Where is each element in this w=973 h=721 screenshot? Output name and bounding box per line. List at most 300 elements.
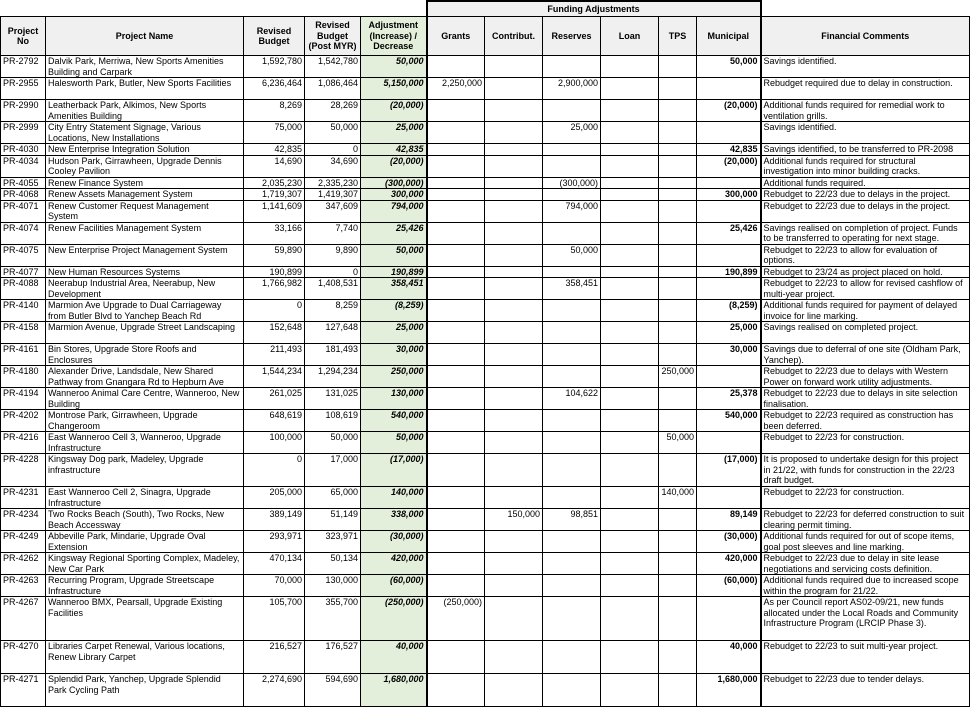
tps-cell [659, 344, 697, 366]
grants-cell [427, 177, 485, 189]
reserves-cell [543, 322, 601, 344]
adjustment-cell: 140,000 [361, 487, 427, 509]
tps-cell [659, 244, 697, 266]
municipal-cell [697, 432, 761, 454]
table-row [1, 144, 970, 156]
table-row [1, 122, 970, 144]
tps-cell [659, 410, 697, 432]
tps-cell [659, 674, 697, 707]
revised-budget-post-myr-cell: 2,335,230 [305, 177, 361, 189]
grants-cell [427, 674, 485, 707]
contributions-cell [485, 56, 543, 78]
financial-comment-cell: Savings identified. [761, 56, 970, 78]
loan-cell [601, 56, 659, 78]
project-no-cell: PR-4202 [1, 410, 46, 432]
loan-cell [601, 144, 659, 156]
loan-cell [601, 553, 659, 575]
municipal-cell [697, 122, 761, 144]
project-name-cell: Neerabup Industrial Area, Neerabup, New Development [46, 278, 244, 300]
adjustment-cell: 5,150,000 [361, 78, 427, 100]
grants-cell [427, 300, 485, 322]
table-row [1, 222, 970, 244]
table-row [1, 388, 970, 410]
revised-budget-post-myr-cell: 65,000 [305, 487, 361, 509]
reserves-cell [543, 100, 601, 122]
revised-budget-cell: 105,700 [244, 597, 305, 641]
reserves-cell [543, 553, 601, 575]
municipal-cell [697, 200, 761, 222]
revised-budget-cell: 2,274,690 [244, 674, 305, 707]
grants-cell [427, 244, 485, 266]
project-name-cell: New Enterprise Project Management System [46, 244, 244, 266]
grants-cell [427, 155, 485, 177]
tps-cell [659, 300, 697, 322]
project-no-cell: PR-4030 [1, 144, 46, 156]
revised-budget-post-myr-cell: 50,000 [305, 432, 361, 454]
column-header-row [1, 17, 970, 56]
tps-cell [659, 122, 697, 144]
table-row [1, 487, 970, 509]
municipal-cell: (20,000) [697, 155, 761, 177]
funding-adjustments-heading: Funding Adjustments [427, 1, 761, 17]
adjustment-cell: (250,000) [361, 597, 427, 641]
adjustment-cell: 190,899 [361, 266, 427, 278]
reserves-cell [543, 300, 601, 322]
financial-comment-cell: It is proposed to undertake design for this project in 21/22, with funds for construction in the 22/23 draft budget. [761, 454, 970, 487]
loan-cell [601, 641, 659, 674]
revised-budget-post-myr-cell: 8,259 [305, 300, 361, 322]
project-no-cell: PR-4249 [1, 531, 46, 553]
tps-cell [659, 266, 697, 278]
adjustment-cell: 40,000 [361, 641, 427, 674]
revised-budget-cell: 0 [244, 454, 305, 487]
grants-cell [427, 322, 485, 344]
grants-cell [427, 200, 485, 222]
table-row [1, 432, 970, 454]
loan-cell [601, 155, 659, 177]
project-name-cell: Renew Customer Request Management System [46, 200, 244, 222]
project-name-cell: East Wanneroo Cell 2, Sinagra, Upgrade Infrastructure [46, 487, 244, 509]
contributions-cell [485, 344, 543, 366]
loan-cell [601, 487, 659, 509]
revised-budget-post-myr-cell: 347,609 [305, 200, 361, 222]
grants-cell [427, 388, 485, 410]
reserves-cell: 25,000 [543, 122, 601, 144]
project-name-cell: Halesworth Park, Butler, New Sports Facilities [46, 78, 244, 100]
financial-comment-cell: Rebudget to 22/23 required as construction has been deferred. [761, 410, 970, 432]
municipal-cell [697, 487, 761, 509]
contributions-cell [485, 200, 543, 222]
loan-cell [601, 278, 659, 300]
loan-cell [601, 388, 659, 410]
revised-budget-post-myr-cell: 50,000 [305, 122, 361, 144]
loan-cell [601, 189, 659, 201]
revised-budget-post-myr-cell: 7,740 [305, 222, 361, 244]
reserves-cell [543, 155, 601, 177]
adjustment-cell: 50,000 [361, 432, 427, 454]
project-name-cell: Dalvik Park, Merriwa, New Sports Amenities Building and Carpark [46, 56, 244, 78]
tps-cell [659, 641, 697, 674]
project-no-cell: PR-4271 [1, 674, 46, 707]
revised-budget-post-myr-cell: 1,294,234 [305, 366, 361, 388]
adjustment-cell: (8,259) [361, 300, 427, 322]
revised-budget-cell: 70,000 [244, 575, 305, 597]
table-row [1, 509, 970, 531]
loan-cell [601, 366, 659, 388]
tps-cell [659, 553, 697, 575]
contributions-cell [485, 575, 543, 597]
table-row [1, 454, 970, 487]
revised-budget-cell: 648,619 [244, 410, 305, 432]
reserves-cell [543, 531, 601, 553]
tps-cell [659, 78, 697, 100]
revised-budget-post-myr-cell: 181,493 [305, 344, 361, 366]
adjustment-cell: (60,000) [361, 575, 427, 597]
table-body [1, 56, 970, 707]
col-header-revised-budget: Revised Budget [244, 17, 305, 56]
financial-comment-cell: Rebudget to 22/23 to allow for revised cashflow of multi-year project. [761, 278, 970, 300]
tps-cell: 50,000 [659, 432, 697, 454]
revised-budget-post-myr-cell: 1,419,307 [305, 189, 361, 201]
loan-cell [601, 266, 659, 278]
table-row [1, 366, 970, 388]
municipal-cell: 40,000 [697, 641, 761, 674]
col-header-grants: Grants [427, 17, 485, 56]
project-no-cell: PR-4088 [1, 278, 46, 300]
project-name-cell: City Entry Statement Signage, Various Locations, New Installations [46, 122, 244, 144]
reserves-cell [543, 344, 601, 366]
project-no-cell: PR-4231 [1, 487, 46, 509]
loan-cell [601, 300, 659, 322]
table-row [1, 597, 970, 641]
project-no-cell: PR-4270 [1, 641, 46, 674]
contributions-cell [485, 222, 543, 244]
project-no-cell: PR-4074 [1, 222, 46, 244]
revised-budget-post-myr-cell: 34,690 [305, 155, 361, 177]
loan-cell [601, 177, 659, 189]
project-no-cell: PR-4071 [1, 200, 46, 222]
table-row [1, 266, 970, 278]
financial-comment-cell: Additional funds required for remedial work to ventilation grills. [761, 100, 970, 122]
municipal-cell: 300,000 [697, 189, 761, 201]
loan-cell [601, 597, 659, 641]
col-header-municipal: Municipal [697, 17, 761, 56]
table-row [1, 177, 970, 189]
loan-cell [601, 674, 659, 707]
loan-cell [601, 100, 659, 122]
revised-budget-cell: 1,766,982 [244, 278, 305, 300]
revised-budget-cell: 0 [244, 300, 305, 322]
project-name-cell: Renew Facilities Management System [46, 222, 244, 244]
financial-comment-cell: Rebudget to 22/23 to suit multi-year project. [761, 641, 970, 674]
grants-cell: 2,250,000 [427, 78, 485, 100]
financial-comment-cell: Rebudget to 22/23 to allow for evaluation of options. [761, 244, 970, 266]
municipal-cell: 25,000 [697, 322, 761, 344]
reserves-cell [543, 144, 601, 156]
revised-budget-cell: 190,899 [244, 266, 305, 278]
revised-budget-cell: 2,035,230 [244, 177, 305, 189]
adjustment-cell: (20,000) [361, 155, 427, 177]
revised-budget-post-myr-cell: 1,408,531 [305, 278, 361, 300]
contributions-cell [485, 177, 543, 189]
contributions-cell [485, 597, 543, 641]
project-no-cell: PR-2792 [1, 56, 46, 78]
reserves-cell [543, 575, 601, 597]
project-no-cell: PR-2990 [1, 100, 46, 122]
project-no-cell: PR-4180 [1, 366, 46, 388]
funding-group-header-row [1, 1, 970, 17]
revised-budget-post-myr-cell: 108,619 [305, 410, 361, 432]
tps-cell [659, 100, 697, 122]
municipal-cell [697, 177, 761, 189]
project-name-cell: Splendid Park, Yanchep, Upgrade Splendid Park Cycling Path [46, 674, 244, 707]
contributions-cell [485, 487, 543, 509]
revised-budget-cell: 59,890 [244, 244, 305, 266]
project-no-cell: PR-4077 [1, 266, 46, 278]
municipal-cell: 42,835 [697, 144, 761, 156]
reserves-cell: 98,851 [543, 509, 601, 531]
contributions-cell [485, 432, 543, 454]
project-no-cell: PR-4158 [1, 322, 46, 344]
reserves-cell [543, 641, 601, 674]
table-row [1, 189, 970, 201]
tps-cell [659, 200, 697, 222]
financial-comment-cell: Additional funds required for out of scope items, goal post sleeves and line marking. [761, 531, 970, 553]
financial-comment-cell: Savings identified. [761, 122, 970, 144]
revised-budget-cell: 1,719,307 [244, 189, 305, 201]
adjustment-cell: (300,000) [361, 177, 427, 189]
revised-budget-post-myr-cell: 130,000 [305, 575, 361, 597]
grants-cell [427, 553, 485, 575]
revised-budget-cell: 42,835 [244, 144, 305, 156]
project-name-cell: New Human Resources Systems [46, 266, 244, 278]
contributions-cell [485, 266, 543, 278]
financial-comment-cell: Rebudget to 22/23 due to delays in site selection finalisation. [761, 388, 970, 410]
loan-cell [601, 410, 659, 432]
table-row [1, 155, 970, 177]
loan-cell [601, 322, 659, 344]
project-name-cell: Libraries Carpet Renewal, Various locations, Renew Library Carpet [46, 641, 244, 674]
loan-cell [601, 509, 659, 531]
grants-cell [427, 575, 485, 597]
revised-budget-cell: 33,166 [244, 222, 305, 244]
financial-comment-cell: Rebudget to 22/23 for construction. [761, 487, 970, 509]
revised-budget-cell: 6,236,464 [244, 78, 305, 100]
reserves-cell: 104,622 [543, 388, 601, 410]
grants-cell [427, 189, 485, 201]
project-name-cell: Alexander Drive, Landsdale, New Shared Pathway from Gnangara Rd to Hepburn Ave [46, 366, 244, 388]
grants-cell [427, 266, 485, 278]
project-no-cell: PR-4228 [1, 454, 46, 487]
project-name-cell: Marmion Avenue, Upgrade Street Landscaping [46, 322, 244, 344]
revised-budget-cell: 293,971 [244, 531, 305, 553]
loan-cell [601, 344, 659, 366]
loan-cell [601, 244, 659, 266]
tps-cell [659, 388, 697, 410]
reserves-cell [543, 222, 601, 244]
adjustment-cell: 50,000 [361, 56, 427, 78]
project-name-cell: Wanneroo Animal Care Centre, Wanneroo, New Building [46, 388, 244, 410]
municipal-cell [697, 366, 761, 388]
grants-cell [427, 454, 485, 487]
table-row [1, 575, 970, 597]
table-row [1, 200, 970, 222]
project-name-cell: Wanneroo BMX, Pearsall, Upgrade Existing Facilities [46, 597, 244, 641]
financial-comment-cell: Rebudget to 22/23 due to delays with Western Power on forward work utility adjustments. [761, 366, 970, 388]
tps-cell [659, 531, 697, 553]
reserves-cell [543, 189, 601, 201]
loan-cell [601, 200, 659, 222]
project-no-cell: PR-4161 [1, 344, 46, 366]
table-row [1, 553, 970, 575]
reserves-cell: 2,900,000 [543, 78, 601, 100]
contributions-cell [485, 553, 543, 575]
adjustment-cell: 25,426 [361, 222, 427, 244]
col-header-project-no: Project No [1, 17, 46, 56]
adjustment-cell: 30,000 [361, 344, 427, 366]
project-name-cell: Montrose Park, Girrawheen, Upgrade Changeroom [46, 410, 244, 432]
loan-cell [601, 122, 659, 144]
revised-budget-post-myr-cell: 51,149 [305, 509, 361, 531]
financial-comment-cell: As per Council report AS02-09/21, new funds allocated under the Local Roads and Community Infrastructure Program (LRCIP Phase 3). [761, 597, 970, 641]
tps-cell [659, 222, 697, 244]
grants-cell [427, 509, 485, 531]
reserves-cell [543, 432, 601, 454]
revised-budget-cell: 152,648 [244, 322, 305, 344]
project-no-cell: PR-4234 [1, 509, 46, 531]
reserves-cell [543, 597, 601, 641]
grants-cell [427, 641, 485, 674]
revised-budget-post-myr-cell: 9,890 [305, 244, 361, 266]
municipal-cell: (17,000) [697, 454, 761, 487]
project-name-cell: Kingsway Dog park, Madeley, Upgrade infrastructure [46, 454, 244, 487]
revised-budget-cell: 1,592,780 [244, 56, 305, 78]
reserves-cell [543, 674, 601, 707]
project-no-cell: PR-4263 [1, 575, 46, 597]
revised-budget-cell: 205,000 [244, 487, 305, 509]
adjustment-cell: 42,835 [361, 144, 427, 156]
adjustment-cell: 250,000 [361, 366, 427, 388]
project-no-cell: PR-4034 [1, 155, 46, 177]
contributions-cell [485, 531, 543, 553]
contributions-cell [485, 78, 543, 100]
project-no-cell: PR-4267 [1, 597, 46, 641]
table-row [1, 322, 970, 344]
revised-budget-cell: 470,134 [244, 553, 305, 575]
revised-budget-post-myr-cell: 28,269 [305, 100, 361, 122]
loan-cell [601, 78, 659, 100]
revised-budget-post-myr-cell: 127,648 [305, 322, 361, 344]
municipal-cell: 89,149 [697, 509, 761, 531]
col-header-tps: TPS [659, 17, 697, 56]
municipal-cell: 50,000 [697, 56, 761, 78]
project-name-cell: Kingsway Regional Sporting Complex, Madeley, New Car Park [46, 553, 244, 575]
adjustment-cell: 25,000 [361, 122, 427, 144]
financial-comment-cell: Additional funds required. [761, 177, 970, 189]
revised-budget-post-myr-cell: 176,527 [305, 641, 361, 674]
contributions-cell [485, 189, 543, 201]
financial-comment-cell: Rebudget to 22/23 due to delays in the project. [761, 200, 970, 222]
financial-comment-cell: Rebudget to 22/23 due to delays in the project. [761, 189, 970, 201]
reserves-cell: 358,451 [543, 278, 601, 300]
col-header-project-name: Project Name [46, 17, 244, 56]
municipal-cell: 30,000 [697, 344, 761, 366]
loan-cell [601, 222, 659, 244]
revised-budget-cell: 14,690 [244, 155, 305, 177]
contributions-cell [485, 144, 543, 156]
municipal-cell: 1,680,000 [697, 674, 761, 707]
col-header-reserves: Reserves [543, 17, 601, 56]
grants-cell [427, 144, 485, 156]
table-row [1, 244, 970, 266]
grants-cell [427, 100, 485, 122]
financial-comment-cell: Additional funds required for payment of delayed invoice for line marking. [761, 300, 970, 322]
financial-comment-cell: Rebudget to 23/24 as project placed on hold. [761, 266, 970, 278]
revised-budget-post-myr-cell: 323,971 [305, 531, 361, 553]
revised-budget-cell: 211,493 [244, 344, 305, 366]
project-no-cell: PR-4216 [1, 432, 46, 454]
table-row [1, 674, 970, 707]
tps-cell [659, 597, 697, 641]
tps-cell [659, 177, 697, 189]
reserves-cell [543, 56, 601, 78]
revised-budget-post-myr-cell: 355,700 [305, 597, 361, 641]
reserves-cell [543, 454, 601, 487]
municipal-cell [697, 278, 761, 300]
reserves-cell [543, 487, 601, 509]
tps-cell [659, 509, 697, 531]
reserves-cell [543, 366, 601, 388]
project-no-cell: PR-4262 [1, 553, 46, 575]
revised-budget-cell: 389,149 [244, 509, 305, 531]
contributions-cell [485, 366, 543, 388]
project-name-cell: Hudson Park, Girrawheen, Upgrade Dennis Cooley Pavilion [46, 155, 244, 177]
financial-comment-cell: Savings due to deferral of one site (Oldham Park, Yanchep). [761, 344, 970, 366]
grants-cell [427, 531, 485, 553]
adjustment-cell: 50,000 [361, 244, 427, 266]
tps-cell [659, 278, 697, 300]
col-header-loan: Loan [601, 17, 659, 56]
revised-budget-cell: 100,000 [244, 432, 305, 454]
financial-comment-cell: Rebudget to 22/23 due to tender delays. [761, 674, 970, 707]
adjustment-cell: 25,000 [361, 322, 427, 344]
municipal-cell: (20,000) [697, 100, 761, 122]
municipal-cell [697, 244, 761, 266]
adjustment-cell: 300,000 [361, 189, 427, 201]
adjustment-cell: (30,000) [361, 531, 427, 553]
reserves-cell: 50,000 [543, 244, 601, 266]
revised-budget-cell: 1,141,609 [244, 200, 305, 222]
tps-cell [659, 189, 697, 201]
table-row [1, 531, 970, 553]
contributions-cell: 150,000 [485, 509, 543, 531]
adjustment-cell: 794,000 [361, 200, 427, 222]
revised-budget-post-myr-cell: 1,086,464 [305, 78, 361, 100]
adjustment-cell: 338,000 [361, 509, 427, 531]
tps-cell [659, 322, 697, 344]
tps-cell [659, 454, 697, 487]
project-name-cell: Renew Finance System [46, 177, 244, 189]
contributions-cell [485, 100, 543, 122]
project-no-cell: PR-4068 [1, 189, 46, 201]
municipal-cell: (8,259) [697, 300, 761, 322]
grants-cell: (250,000) [427, 597, 485, 641]
revised-budget-cell: 1,544,234 [244, 366, 305, 388]
table-row [1, 300, 970, 322]
tps-cell [659, 56, 697, 78]
contributions-cell [485, 278, 543, 300]
loan-cell [601, 454, 659, 487]
